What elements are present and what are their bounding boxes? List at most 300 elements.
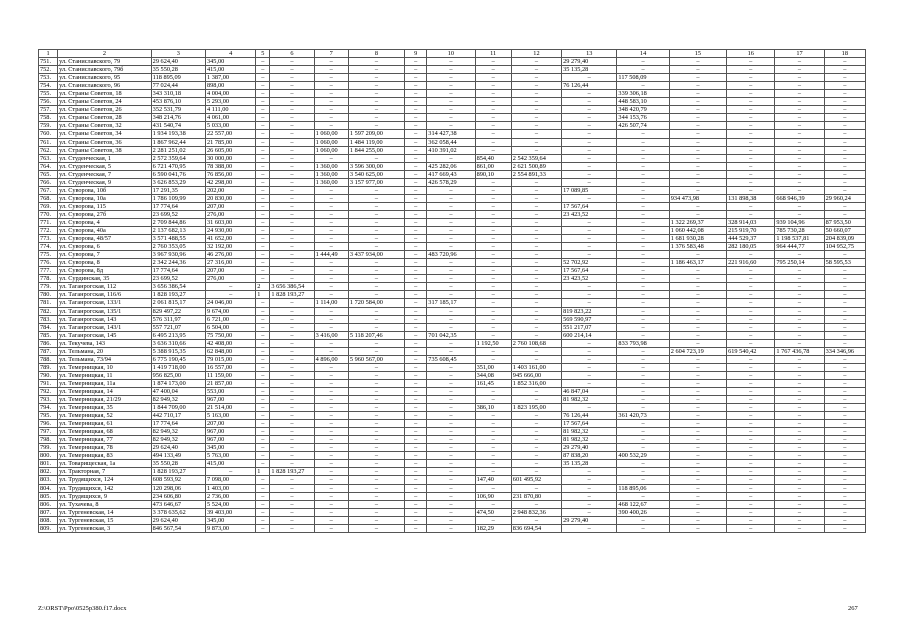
table-cell: – xyxy=(405,210,427,218)
table-cell: – xyxy=(475,484,511,492)
table-cell: – xyxy=(511,323,561,331)
table-cell: – xyxy=(427,114,475,122)
table-cell: – xyxy=(475,500,511,508)
row-number-cell: 781. xyxy=(39,299,58,307)
row-number-cell: 804. xyxy=(39,484,58,492)
table-row xyxy=(39,154,866,162)
table-row xyxy=(39,524,866,532)
page-number: 267 xyxy=(848,605,858,612)
table-cell: – xyxy=(314,508,348,516)
table-cell: 6 721 470,95 xyxy=(151,162,205,170)
table-cell: – xyxy=(617,194,669,202)
address-cell: ул. Тургеневская, 14 xyxy=(58,508,152,516)
table-cell: – xyxy=(475,58,511,66)
table-cell: 234 606,80 xyxy=(151,492,205,500)
table-cell: – xyxy=(348,524,404,532)
table-cell: – xyxy=(511,275,561,283)
table-cell: – xyxy=(669,379,726,387)
row-number-cell: 786. xyxy=(39,339,58,347)
table-cell: – xyxy=(775,516,824,524)
table-cell: – xyxy=(314,387,348,395)
table-cell: – xyxy=(256,251,270,259)
table-cell: 468 122,67 xyxy=(617,500,669,508)
table-cell: – xyxy=(314,82,348,90)
table-cell: – xyxy=(775,58,824,66)
row-number-cell: 783. xyxy=(39,315,58,323)
table-cell: – xyxy=(617,307,669,315)
table-cell: – xyxy=(256,98,270,106)
table-cell: – xyxy=(348,243,404,251)
table-cell: – xyxy=(270,66,314,74)
table-cell: – xyxy=(256,444,270,452)
table-cell: – xyxy=(314,323,348,331)
table-cell: – xyxy=(256,259,270,267)
table-cell: – xyxy=(727,355,775,363)
table-cell: – xyxy=(824,154,865,162)
table-cell: – xyxy=(617,130,669,138)
table-row xyxy=(39,122,866,130)
table-cell: 1 444,49 xyxy=(314,251,348,259)
table-cell: 1 403 161,00 xyxy=(511,363,561,371)
table-cell: 557 721,07 xyxy=(151,323,205,331)
table-cell: 5 524,00 xyxy=(206,500,256,508)
table-cell: – xyxy=(511,396,561,404)
table-cell: – xyxy=(727,162,775,170)
table-cell: 215 919,70 xyxy=(727,227,775,235)
table-cell: – xyxy=(669,90,726,98)
table-cell: – xyxy=(775,82,824,90)
table-cell: – xyxy=(427,243,475,251)
table-cell: – xyxy=(427,452,475,460)
table-cell: – xyxy=(824,468,865,476)
table-cell: – xyxy=(617,428,669,436)
table-cell: – xyxy=(427,98,475,106)
table-cell: – xyxy=(727,210,775,218)
table-cell: – xyxy=(405,460,427,468)
table-cell: – xyxy=(775,428,824,436)
table-cell: 956 825,00 xyxy=(151,371,205,379)
table-cell: – xyxy=(405,82,427,90)
table-cell: – xyxy=(348,404,404,412)
table-cell: – xyxy=(405,436,427,444)
table-cell: – xyxy=(314,524,348,532)
table-cell: – xyxy=(348,154,404,162)
table-cell: – xyxy=(727,404,775,412)
table-cell: – xyxy=(669,500,726,508)
table-cell: – xyxy=(314,275,348,283)
table-cell: 362 058,44 xyxy=(427,138,475,146)
table-row xyxy=(39,130,866,138)
table-cell: – xyxy=(824,283,865,291)
column-number-header: 11 xyxy=(475,50,511,58)
table-cell: – xyxy=(617,82,669,90)
table-cell: – xyxy=(256,178,270,186)
table-cell: 35 135,28 xyxy=(562,460,617,468)
table-cell: – xyxy=(511,178,561,186)
table-cell: – xyxy=(775,210,824,218)
table-cell: – xyxy=(348,202,404,210)
table-cell: – xyxy=(405,259,427,267)
address-cell: ул. Таганрогская, 116/6 xyxy=(58,291,152,299)
table-cell: – xyxy=(427,227,475,235)
table-cell: – xyxy=(314,492,348,500)
table-cell: – xyxy=(270,194,314,202)
row-number-cell: 806. xyxy=(39,500,58,508)
address-cell: ул. Станиславского, 95 xyxy=(58,74,152,82)
table-cell: – xyxy=(270,162,314,170)
table-cell: – xyxy=(727,315,775,323)
table-cell: 147,40 xyxy=(475,476,511,484)
table-cell: – xyxy=(405,122,427,130)
table-cell: – xyxy=(405,202,427,210)
column-number-header: 18 xyxy=(824,50,865,58)
table-cell: – xyxy=(511,218,561,226)
table-body xyxy=(39,58,866,533)
table-cell: – xyxy=(775,275,824,283)
table-cell: 35 550,28 xyxy=(151,460,205,468)
table-cell: – xyxy=(427,275,475,283)
table-cell: 87 838,20 xyxy=(562,452,617,460)
table-cell: – xyxy=(427,235,475,243)
table-cell: – xyxy=(427,379,475,387)
table-row xyxy=(39,299,866,307)
table-cell: – xyxy=(348,420,404,428)
table-cell: 17 089,85 xyxy=(562,186,617,194)
table-cell: – xyxy=(348,396,404,404)
table-cell: – xyxy=(270,331,314,339)
table-cell: 2 342 244,36 xyxy=(151,259,205,267)
column-number-header: 10 xyxy=(427,50,475,58)
table-cell: – xyxy=(270,275,314,283)
table-cell: 343 310,18 xyxy=(151,90,205,98)
table-cell: – xyxy=(405,130,427,138)
table-cell: 328 914,03 xyxy=(727,218,775,226)
table-cell: – xyxy=(270,452,314,460)
table-cell: – xyxy=(511,468,561,476)
table-cell: – xyxy=(256,492,270,500)
table-cell: – xyxy=(314,371,348,379)
table-cell: – xyxy=(475,122,511,130)
table-cell: 2 554 891,33 xyxy=(511,170,561,178)
table-cell: – xyxy=(256,387,270,395)
table-row xyxy=(39,178,866,186)
row-number-cell: 757. xyxy=(39,106,58,114)
table-cell: – xyxy=(270,178,314,186)
table-cell: – xyxy=(270,315,314,323)
table-cell: – xyxy=(824,58,865,66)
row-number-cell: 800. xyxy=(39,452,58,460)
table-cell: – xyxy=(405,154,427,162)
table-cell: 17 774,64 xyxy=(151,202,205,210)
table-cell: – xyxy=(427,387,475,395)
row-number-cell: 784. xyxy=(39,323,58,331)
table-cell: – xyxy=(775,500,824,508)
address-cell: ул. Суворова, 10б xyxy=(58,186,152,194)
table-cell: – xyxy=(427,186,475,194)
table-cell: – xyxy=(824,130,865,138)
table-cell: – xyxy=(562,492,617,500)
table-cell: – xyxy=(270,130,314,138)
table-cell: – xyxy=(256,516,270,524)
column-number-header: 8 xyxy=(348,50,404,58)
table-cell: – xyxy=(824,267,865,275)
table-cell: – xyxy=(727,178,775,186)
table-cell: – xyxy=(405,428,427,436)
table-cell: 23 699,52 xyxy=(151,210,205,218)
table-cell: – xyxy=(727,98,775,106)
table-cell: 1 114,00 xyxy=(314,299,348,307)
table-cell: – xyxy=(824,404,865,412)
table-cell: 4 061,00 xyxy=(206,114,256,122)
table-cell: – xyxy=(511,444,561,452)
table-cell: – xyxy=(256,412,270,420)
table-cell: 207,00 xyxy=(206,267,256,275)
table-cell: – xyxy=(727,484,775,492)
table-cell: 11 159,00 xyxy=(206,371,256,379)
table-cell: – xyxy=(727,90,775,98)
table-cell: – xyxy=(427,444,475,452)
table-cell: 221 916,60 xyxy=(727,259,775,267)
table-cell: – xyxy=(562,476,617,484)
table-cell: – xyxy=(727,58,775,66)
table-cell: – xyxy=(270,74,314,82)
table-cell: – xyxy=(270,98,314,106)
table-cell: 2 760 108,68 xyxy=(511,339,561,347)
table-cell: – xyxy=(314,379,348,387)
table-cell: 79 015,00 xyxy=(206,355,256,363)
table-cell: – xyxy=(617,347,669,355)
table-cell: – xyxy=(405,516,427,524)
table-cell: – xyxy=(405,468,427,476)
table-cell: 410 391,02 xyxy=(427,146,475,154)
column-number-header: 17 xyxy=(775,50,824,58)
table-cell: 1 360,00 xyxy=(314,170,348,178)
table-cell: – xyxy=(348,210,404,218)
table-cell: – xyxy=(475,235,511,243)
table-cell: – xyxy=(727,396,775,404)
table-cell: – xyxy=(405,186,427,194)
table-cell: 569 590,97 xyxy=(562,315,617,323)
table-cell: – xyxy=(775,339,824,347)
table-cell: – xyxy=(475,202,511,210)
table-cell: – xyxy=(314,363,348,371)
table-cell: – xyxy=(270,508,314,516)
table-cell: – xyxy=(314,202,348,210)
table-cell: 46 276,00 xyxy=(206,251,256,259)
table-row xyxy=(39,90,866,98)
table-cell: 701 042,35 xyxy=(427,331,475,339)
table-cell: – xyxy=(775,420,824,428)
table-cell: 1 192,50 xyxy=(475,339,511,347)
table-cell: – xyxy=(617,251,669,259)
table-cell: 861,00 xyxy=(475,162,511,170)
table-cell: – xyxy=(475,106,511,114)
table-cell: – xyxy=(669,146,726,154)
table-cell: 16 557,00 xyxy=(206,363,256,371)
table-cell: 6 775 190,45 xyxy=(151,355,205,363)
table-cell: – xyxy=(475,516,511,524)
table-cell: – xyxy=(475,66,511,74)
table-cell: – xyxy=(256,428,270,436)
row-number-cell: 809. xyxy=(39,524,58,532)
table-cell: 2 572 359,64 xyxy=(151,154,205,162)
table-cell: – xyxy=(562,251,617,259)
register-table xyxy=(38,49,866,533)
row-number-cell: 764. xyxy=(39,162,58,170)
table-cell: – xyxy=(256,476,270,484)
table-cell: – xyxy=(669,130,726,138)
table-cell: – xyxy=(511,452,561,460)
table-cell: – xyxy=(475,259,511,267)
table-cell: – xyxy=(206,468,256,476)
table-cell: – xyxy=(427,484,475,492)
table-cell: – xyxy=(511,347,561,355)
row-number-cell: 779. xyxy=(39,283,58,291)
row-number-cell: 773. xyxy=(39,235,58,243)
table-cell: 3 636 310,66 xyxy=(151,339,205,347)
address-cell: ул. Студенческая, 1 xyxy=(58,154,152,162)
table-cell: 131 898,38 xyxy=(727,194,775,202)
table-cell: – xyxy=(727,412,775,420)
row-number-cell: 797. xyxy=(39,428,58,436)
row-number-cell: 761. xyxy=(39,138,58,146)
row-number-cell: 798. xyxy=(39,436,58,444)
address-cell: ул. Темерницкая, 77 xyxy=(58,436,152,444)
row-number-cell: 793. xyxy=(39,396,58,404)
table-cell: – xyxy=(775,138,824,146)
table-cell: – xyxy=(475,98,511,106)
table-cell: 1 720 584,00 xyxy=(348,299,404,307)
table-cell: – xyxy=(405,476,427,484)
table-cell: – xyxy=(511,122,561,130)
table-cell: – xyxy=(775,468,824,476)
table-cell: – xyxy=(256,138,270,146)
table-cell: 1 934 193,38 xyxy=(151,130,205,138)
table-cell: 819 823,22 xyxy=(562,307,617,315)
table-cell: – xyxy=(405,412,427,420)
table-cell: – xyxy=(669,307,726,315)
table-cell: – xyxy=(511,235,561,243)
table-cell: 29 960,24 xyxy=(824,194,865,202)
table-cell: – xyxy=(775,404,824,412)
table-cell: 24 046,00 xyxy=(206,299,256,307)
address-cell: ул. Суворова, 48/57 xyxy=(58,235,152,243)
table-cell: – xyxy=(270,299,314,307)
table-cell: – xyxy=(669,74,726,82)
table-cell: – xyxy=(775,460,824,468)
address-cell: ул. Трудящихся, 124 xyxy=(58,476,152,484)
table-cell: 182,29 xyxy=(475,524,511,532)
table-cell: 42 298,00 xyxy=(206,178,256,186)
address-cell: ул. Товарищеская, 1а xyxy=(58,460,152,468)
table-cell: – xyxy=(617,299,669,307)
table-cell: – xyxy=(314,243,348,251)
table-cell: – xyxy=(475,307,511,315)
address-cell: ул. Таганрогская, 133/1 xyxy=(58,299,152,307)
table-cell: – xyxy=(314,436,348,444)
table-row xyxy=(39,323,866,331)
table-cell: 425 282,06 xyxy=(427,162,475,170)
column-number-header: 12 xyxy=(511,50,561,58)
table-cell: – xyxy=(562,178,617,186)
table-cell: 81 982,32 xyxy=(562,436,617,444)
table-cell: – xyxy=(824,484,865,492)
table-cell: – xyxy=(405,218,427,226)
table-cell: – xyxy=(348,460,404,468)
table-cell: – xyxy=(427,315,475,323)
row-number-cell: 791. xyxy=(39,379,58,387)
address-cell: ул. Темерницкая, 35 xyxy=(58,404,152,412)
table-cell: – xyxy=(775,74,824,82)
table-cell: – xyxy=(270,122,314,130)
address-cell: ул. Темерницкая, 11а xyxy=(58,379,152,387)
table-cell: – xyxy=(775,363,824,371)
table-row xyxy=(39,267,866,275)
table-cell: – xyxy=(727,323,775,331)
table-cell: – xyxy=(405,339,427,347)
table-row xyxy=(39,243,866,251)
table-cell: 29 624,40 xyxy=(151,444,205,452)
table-cell: – xyxy=(775,396,824,404)
table-cell: – xyxy=(511,412,561,420)
table-cell: 1 484 119,00 xyxy=(348,138,404,146)
address-cell: ул. Студенческая, 5 xyxy=(58,162,152,170)
table-cell: 967,00 xyxy=(206,396,256,404)
table-cell: – xyxy=(617,460,669,468)
table-cell: – xyxy=(617,66,669,74)
table-cell: – xyxy=(427,420,475,428)
table-cell: – xyxy=(427,428,475,436)
table-cell: 6 504,00 xyxy=(206,323,256,331)
footer-file-path: Z:\ORST\Ppo\0525p380.f17.docx xyxy=(38,605,127,612)
table-cell: – xyxy=(669,516,726,524)
table-cell: – xyxy=(475,275,511,283)
table-cell: – xyxy=(427,283,475,291)
table-row xyxy=(39,315,866,323)
table-cell: – xyxy=(270,243,314,251)
address-cell: ул. Страны Советов, 38 xyxy=(58,146,152,154)
table-cell: – xyxy=(617,516,669,524)
table-cell: – xyxy=(824,323,865,331)
table-cell: 1 360,00 xyxy=(314,162,348,170)
table-cell: – xyxy=(562,484,617,492)
table-cell: – xyxy=(405,275,427,283)
row-number-cell: 756. xyxy=(39,98,58,106)
table-cell: – xyxy=(669,476,726,484)
row-number-cell: 766. xyxy=(39,178,58,186)
table-row xyxy=(39,106,866,114)
table-cell: – xyxy=(562,154,617,162)
table-cell: – xyxy=(511,299,561,307)
table-cell: – xyxy=(427,339,475,347)
table-cell: – xyxy=(511,186,561,194)
table-cell: – xyxy=(562,227,617,235)
table-cell: – xyxy=(475,251,511,259)
table-cell: – xyxy=(314,484,348,492)
table-cell: 415,00 xyxy=(206,460,256,468)
table-cell: – xyxy=(348,500,404,508)
address-cell: ул. Страны Советов, 18 xyxy=(58,90,152,98)
address-cell: ул. Тухачева, 8 xyxy=(58,500,152,508)
table-cell: – xyxy=(314,186,348,194)
table-cell: – xyxy=(256,484,270,492)
table-cell: – xyxy=(256,162,270,170)
table-cell: – xyxy=(824,371,865,379)
row-number-cell: 785. xyxy=(39,331,58,339)
table-cell: 204 839,09 xyxy=(824,235,865,243)
table-cell: 898,00 xyxy=(206,82,256,90)
table-cell: 17 567,64 xyxy=(562,420,617,428)
